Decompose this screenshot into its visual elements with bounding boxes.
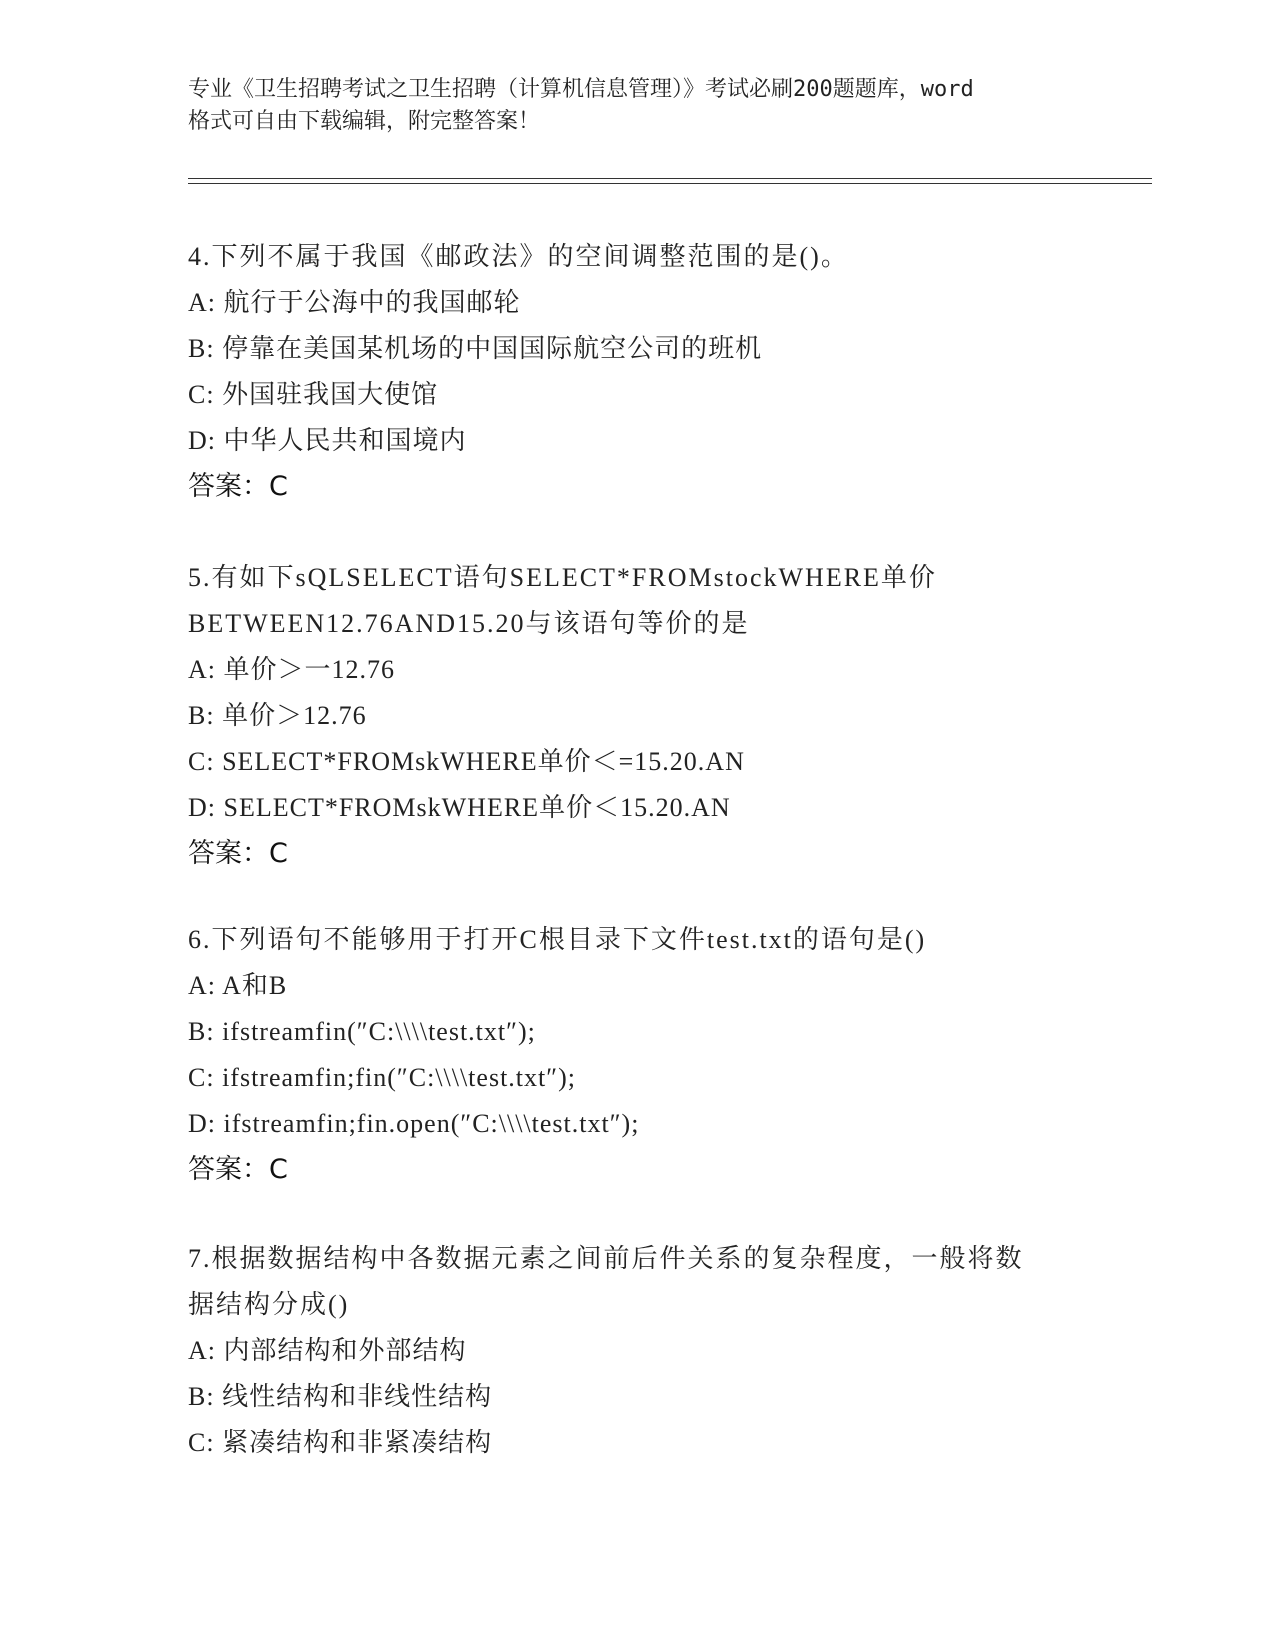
question-7 [188,1236,1088,1466]
option-a: A: 内部结构和外部结构 [188,1336,467,1365]
option-b: B: 单价＞12.76 [188,701,367,730]
question-4 [188,234,1088,510]
option-c: C: 紧凑结构和非紧凑结构 [188,1428,493,1457]
answer-line: 答案：C [188,1154,288,1185]
question-6 [188,917,1088,1193]
question-stem: 5.有如下sQLSELECT语句SELECT*FROMstockWHERE单价 [188,563,937,592]
header-divider-bottom [188,183,1152,184]
question-stem: 4.下列不属于我国《邮政法》的空间调整范围的是()。 [188,242,849,271]
option-b: B: 线性结构和非线性结构 [188,1382,493,1411]
option-c: C: 外国驻我国大使馆 [188,380,439,409]
header-divider-top [188,178,1152,179]
option-a: A: A和B [188,971,288,1000]
question-stem: 6.下列语句不能够用于打开C根目录下文件test.txt的语句是() [188,925,927,954]
option-c: C: ifstreamfin;fin(″C:\\\\test.txt″); [188,1063,576,1092]
option-d: D: SELECT*FROMskWHERE单价＜15.20.AN [188,793,731,822]
question-stem: 7.根据数据结构中各数据元素之间前后件关系的复杂程度，一般将数 [188,1244,1024,1273]
option-d: D: 中华人民共和国境内 [188,426,467,455]
header-line-1: 专业《卫生招聘考试之卫生招聘（计算机信息管理）》考试必刷200题题库，word [188,77,974,102]
question-stem-cont: BETWEEN12.76AND15.20与该语句等价的是 [188,609,750,638]
document-header [188,74,1088,138]
option-a: A: 航行于公海中的我国邮轮 [188,288,521,317]
answer-line: 答案：C [188,471,288,502]
question-stem-cont: 据结构分成() [188,1290,350,1319]
header-line-2: 格式可自由下载编辑，附完整答案！ [188,109,541,134]
option-c: C: SELECT*FROMskWHERE单价＜=15.20.AN [188,747,745,776]
question-5 [188,555,1088,877]
answer-line: 答案：C [188,838,288,869]
option-b: B: 停靠在美国某机场的中国国际航空公司的班机 [188,334,763,363]
option-a: A: 单价＞一12.76 [188,655,396,684]
option-d: D: ifstreamfin;fin.open(″C:\\\\test.txt″); [188,1109,640,1138]
option-b: B: ifstreamfin(″C:\\\\test.txt″); [188,1017,536,1046]
